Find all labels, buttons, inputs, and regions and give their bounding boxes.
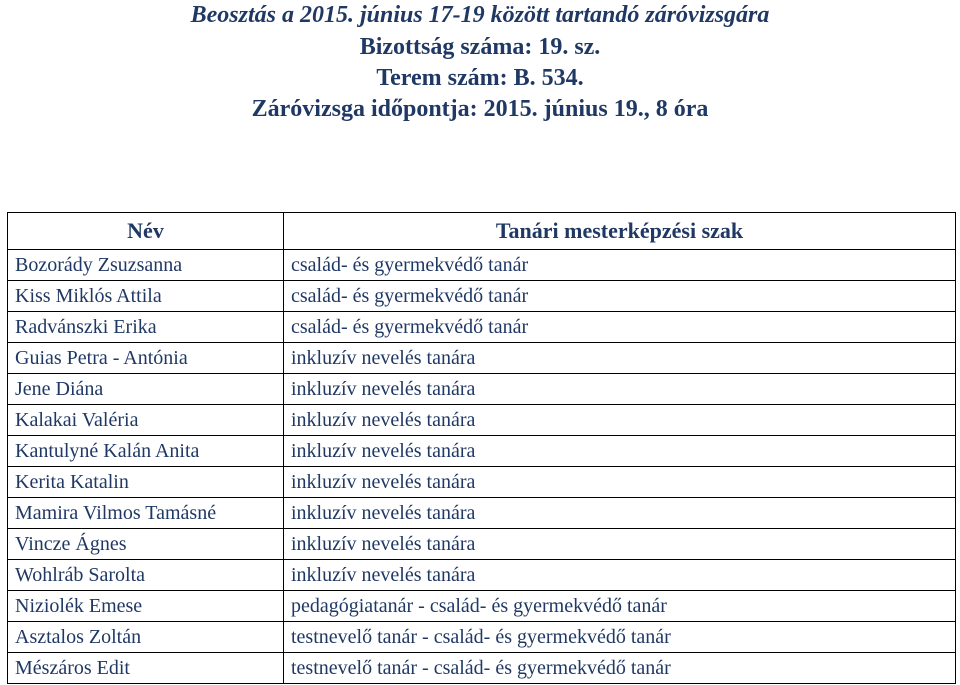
student-name: Wohlráb Sarolta <box>8 560 284 591</box>
student-name: Guias Petra - Antónia <box>8 343 284 374</box>
student-program: család- és gyermekvédő tanár <box>284 250 956 281</box>
student-program: inkluzív nevelés tanára <box>284 529 956 560</box>
table-row <box>8 622 956 653</box>
student-program: inkluzív nevelés tanára <box>284 560 956 591</box>
table-row <box>8 343 956 374</box>
table-row <box>8 312 956 343</box>
student-name: Kiss Miklós Attila <box>8 281 284 312</box>
header-schedule-title: Beosztás a 2015. június 17-19 között tartandó záróvizsgára <box>190 2 770 28</box>
student-program: testnevelő tanár - család- és gyermekvédő tanár <box>284 622 956 653</box>
student-name: Mamira Vilmos Tamásné <box>8 498 284 529</box>
student-program: család- és gyermekvédő tanár <box>284 312 956 343</box>
column-header-name: Név <box>8 213 284 250</box>
student-program: inkluzív nevelés tanára <box>284 405 956 436</box>
table-header-row <box>8 213 956 250</box>
column-header-program: Tanári mesterképzési szak <box>284 213 956 250</box>
table-row <box>8 498 956 529</box>
table-row <box>8 436 956 467</box>
student-name: Kalakai Valéria <box>8 405 284 436</box>
table-row <box>8 374 956 405</box>
student-program: inkluzív nevelés tanára <box>284 498 956 529</box>
student-name: Kerita Katalin <box>8 467 284 498</box>
student-name: Vincze Ágnes <box>8 529 284 560</box>
table-row <box>8 281 956 312</box>
student-name: Radvánszki Erika <box>8 312 284 343</box>
student-program: inkluzív nevelés tanára <box>284 436 956 467</box>
student-program: testnevelő tanár - család- és gyermekvédő tanár <box>284 653 956 684</box>
table-row <box>8 405 956 436</box>
student-program: inkluzív nevelés tanára <box>284 343 956 374</box>
table-row <box>8 250 956 281</box>
student-name: Jene Diána <box>8 374 284 405</box>
table-row <box>8 560 956 591</box>
student-name: Mészáros Edit <box>8 653 284 684</box>
student-roster-table <box>7 212 956 684</box>
student-name: Kantulyné Kalán Anita <box>8 436 284 467</box>
table-row <box>8 467 956 498</box>
student-program: pedagógiatanár - család- és gyermekvédő tanár <box>284 591 956 622</box>
table-row <box>8 591 956 622</box>
student-program: inkluzív nevelés tanára <box>284 467 956 498</box>
table-row <box>8 653 956 684</box>
student-name: Niziolék Emese <box>8 591 284 622</box>
table-row <box>8 529 956 560</box>
header-room-number: Terem szám: B. 534. <box>376 65 584 91</box>
header-committee-number: Bizottság száma: 19. sz. <box>359 34 601 60</box>
student-name: Bozorády Zsuzsanna <box>8 250 284 281</box>
student-program: család- és gyermekvédő tanár <box>284 281 956 312</box>
student-name: Asztalos Zoltán <box>8 622 284 653</box>
student-program: inkluzív nevelés tanára <box>284 374 956 405</box>
header-exam-datetime: Záróvizsga időpontja: 2015. június 19., 8 óra <box>251 96 709 122</box>
